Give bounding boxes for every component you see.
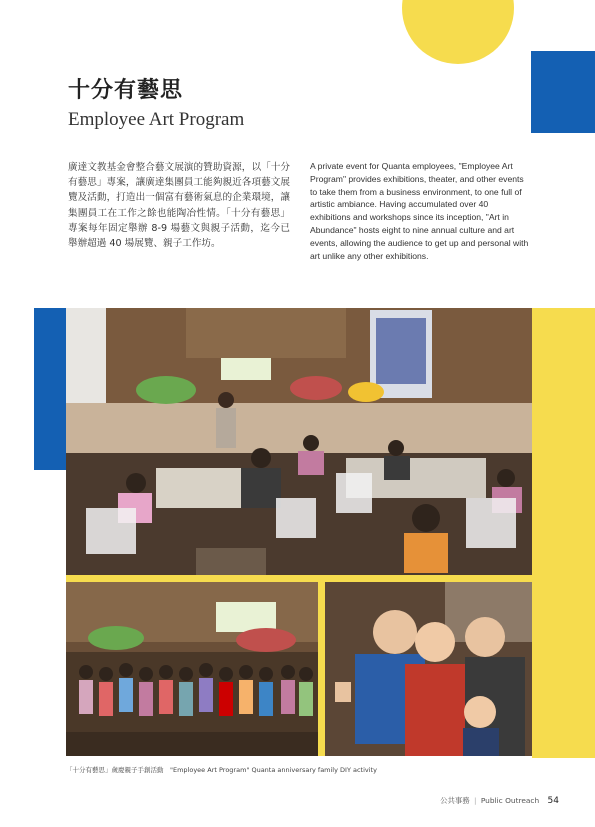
footer-section-english: Public Outreach bbox=[480, 796, 540, 805]
decorative-yellow-bar bbox=[532, 308, 595, 758]
decorative-yellow-band bbox=[66, 575, 532, 582]
decorative-yellow-circle bbox=[402, 0, 514, 64]
page-number: 54 bbox=[547, 796, 559, 806]
footer-separator: | bbox=[474, 796, 477, 805]
decorative-blue-block bbox=[531, 51, 595, 133]
body-text-english: A private event for Quanta employees, "Employee Art Program" provides exhibitions, theater, and other events to take them from a business environment, to one full of artistic ambiance. Having accumulated over 40 exhibitions and workshops since its inception, "Art in Abundance" hosts eight to nine annual culture and art events, allowing the audience to get up and personal with art unlike any other exhibitions. bbox=[310, 161, 529, 261]
body-text-chinese: 廣達文教基金會整合藝文展演的贊助資源，以「十分有藝思」專案，讓廣達集團員工能夠親近各項藝文展覽及活動，打造出一個富有藝術氣息的企業環境，讓集團員工在工作之餘也能陶冶性情。「十分有藝思」專案每年固定舉辦 8-9 場藝文與親子活動，迄今已舉辦超過 40 場展覽、親子工作坊。 bbox=[68, 162, 290, 250]
photo-children-group bbox=[66, 582, 318, 756]
photo-family-selfie bbox=[325, 582, 532, 756]
decorative-yellow-divider bbox=[318, 575, 325, 756]
page-footer bbox=[440, 795, 559, 806]
photo-event-room bbox=[66, 308, 532, 575]
decorative-blue-bar bbox=[34, 308, 66, 470]
page-title-english: Employee Art Program bbox=[68, 109, 245, 130]
page-title-chinese: 十分有藝思 bbox=[68, 77, 184, 103]
photo-caption: 「十分有藝思」歲慶親子手創活動 "Employee Art Program" Quanta anniversary family DIY activity bbox=[66, 766, 377, 774]
footer-section-chinese: 公共事務 bbox=[440, 796, 470, 805]
